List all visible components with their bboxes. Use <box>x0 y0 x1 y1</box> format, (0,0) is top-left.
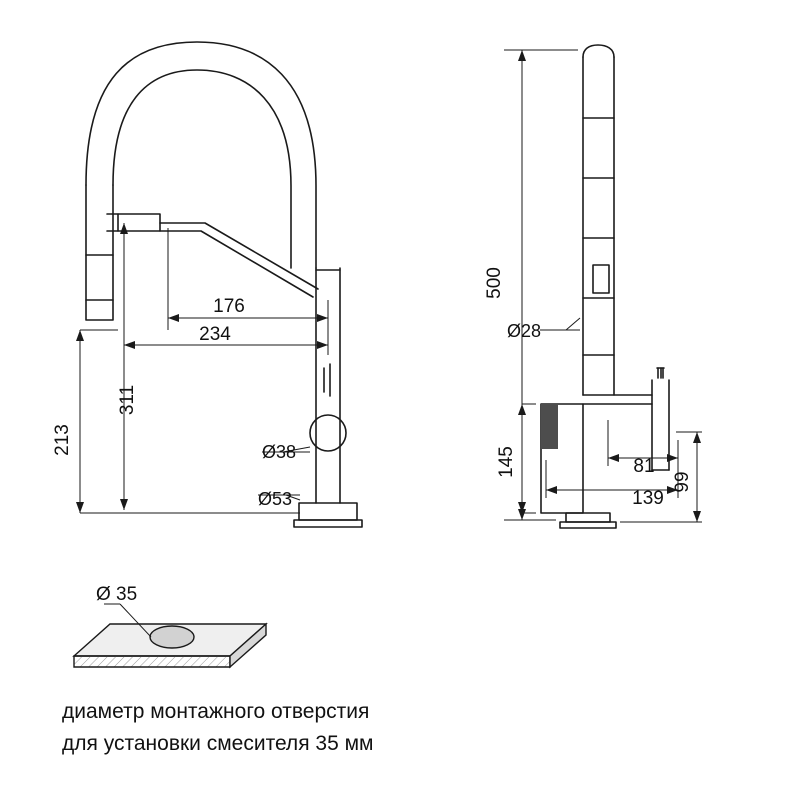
dim-311: 311 <box>117 384 138 416</box>
side-view-dimension-lines <box>504 50 702 522</box>
dim-d38: Ø38 <box>262 442 297 462</box>
dim-d53: Ø53 <box>258 489 293 509</box>
dim-81: 81 <box>633 456 655 477</box>
caption-line-2: для установки смесителя 35 мм <box>62 732 374 755</box>
dim-d35: Ø 35 <box>96 584 138 605</box>
dim-500: 500 <box>484 267 505 299</box>
countertop-view <box>74 604 266 667</box>
dim-176: 176 <box>213 296 245 317</box>
dim-145: 145 <box>496 446 517 478</box>
front-view-faucet-outline <box>86 42 362 527</box>
caption-line-1: диаметр монтажного отверстия <box>62 700 370 723</box>
dim-d28: Ø28 <box>506 321 541 341</box>
dim-213: 213 <box>52 424 73 456</box>
dim-99: 99 <box>672 471 693 493</box>
dimension-labels <box>52 267 693 605</box>
dim-234: 234 <box>199 324 231 345</box>
dim-139: 139 <box>632 488 664 509</box>
